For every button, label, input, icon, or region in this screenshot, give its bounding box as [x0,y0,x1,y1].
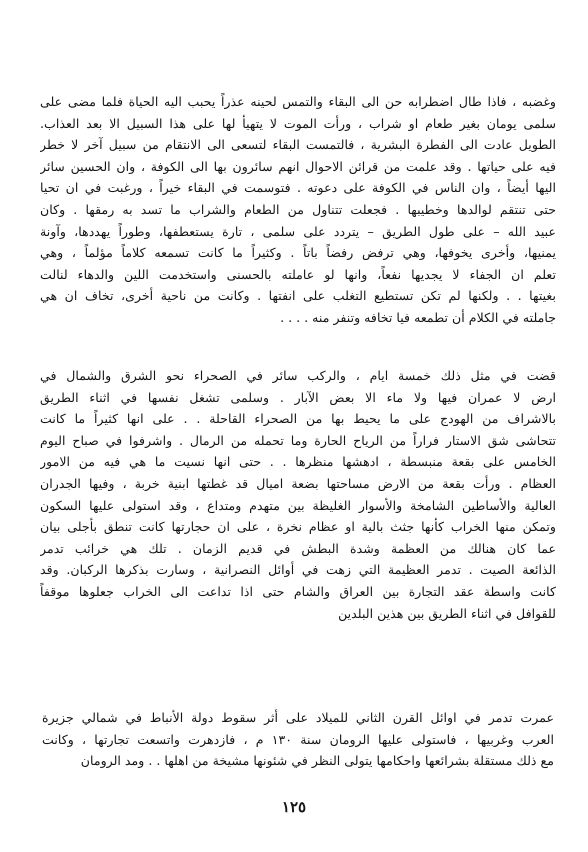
text-line: ارض لا عمران فيها ولا ماء الا بعض الآبار . وسلمى تشغل نفسها في اثناء الطريق [40,389,556,405]
text-line: سلمى يومان بغير طعام او شراب ، ورأت الموت لا يتهيأ لها على هذا السبيل الا بعد العذاب. [40,115,556,131]
paragraph-2 [40,365,556,624]
text-line: عبيد الله – على طول الطريق – يتردد على سلمى ، تارة يستعطفها، وطوراً يهددها، وآونة [40,223,556,239]
text-line: الطويل عادت الى الفطرة البشرية ، فالتمست البقاء لتسعى الى الانتقام من سبيل آخر لا خطر [40,137,556,153]
text-line: تتحاشى شق الاستار فراراً من الرياح الحارة وما تحمله من الرمال . واشرفوا في صباح اليوم [40,432,556,448]
text-line: مع ذلك مستقلة بشرائعها واحكامها يتولى النظر في شئونها مشيخة من اهلها . . ومد الرومان [80,753,554,769]
page-number: ١٢٥ [281,798,307,816]
text-line: العرب وغربيها ، فاستولى عليها الرومان سنة ١٣٠ م ، فازدهرت واتسعت تجارتها ، وكانت [42,731,554,747]
text-line: للقوافل في اثناء الطريق بين هذين البلدين [338,605,556,621]
text-line: يمنيها، وأخرى يخوفها، وهي ترفض رفضاً باتاً . وكثيراً ما كانت تسمعه كلاماً مؤلماً ، وهي [40,245,556,261]
text-line: كانت واسطة عقد التجارة بين العراق والشام حتى اذا تداعت الى الخراب جعلوها موقفاً [40,583,556,599]
text-line: وغضبه ، فاذا طال اضطرابه حن الى البقاء والتمس لحينه عذراً يحبب اليه الحياة فلما مضى على [40,94,556,109]
text-line: الخامس على بقعة منبسطة ، ادهشها منظرها . . حتى انها نسيت ما هي فيه من الامور [40,454,556,470]
text-line: فيه على حياتها . وقد علمت من قرائن الاحوال انهم سائرون بها الى الكوفة ، وان الحسين سائر [40,158,556,174]
text-line: جاملته في الكلام أن تطمعه فيا تخافه وتنفر منه . . . . [280,309,556,325]
paragraph-3 [42,707,554,772]
text-line: قضت في مثل ذلك خمسة ايام ، والركب سائر في الصحراء نحو الشرق والشمال في [40,368,556,383]
text-line: تعلم ان الجفاء لا يجديها نفعاً، وانها لو عاملته بالحسنى واستخدمت اللين والدهاء لنالت [40,266,556,282]
text-line: عمرت تدمر في اوائل القرن الثاني للميلاد على أثر سقوط دولة الأنباط في شمالي جزيرة [42,710,554,725]
text-line: اليها أيضاً ، وان الناس في الكوفة على دعوته . فتوسمت في البقاء خيراً ، ورغبت في ان تحيا [40,180,556,196]
text-line: الذائعة الصيت . تدمر العظيمة التي زهت في أوائل النصرانية ، وسارت بذكرها الركبان. وقد [40,562,556,578]
text-line: بالاشراف من الهودج على ما يحيط بها من الصحراء القاحلة . . على انها كثيراً ما كانت [40,411,556,427]
text-line: حتى تنتقم لوالدها وخطيبها . فجعلت تتناول من الطعام والشراب ما تسد به رمقها . وكان [40,201,556,217]
paragraph-1 [40,91,556,329]
text-line: عما كان هنالك من العظمة وشدة البطش في قديم الزمان . تلك هي خرائب تدمر [40,540,556,556]
text-line: العظام . ورأت بقعة من الارض مساحتها بضعة اميال قد غطتها ابنية خربة ، وفيها الجدران [40,475,556,491]
text-line: بغيتها . . ولكنها لم تكن تستطيع التغلب على انفتها . وكانت من ناحية أخرى، تخاف ان هي [40,288,556,304]
text-line: العالية والأساطين الشامخة والأسوار الغليظة بين متهدم ومتداع ، وقد استولى عليها السكون [40,497,556,513]
text-line: وتمكن منها الخراب كأنها جثث بالية او عظام نخرة ، على ان حجارتها كانت تنطق بأجلى بيان [40,519,556,535]
